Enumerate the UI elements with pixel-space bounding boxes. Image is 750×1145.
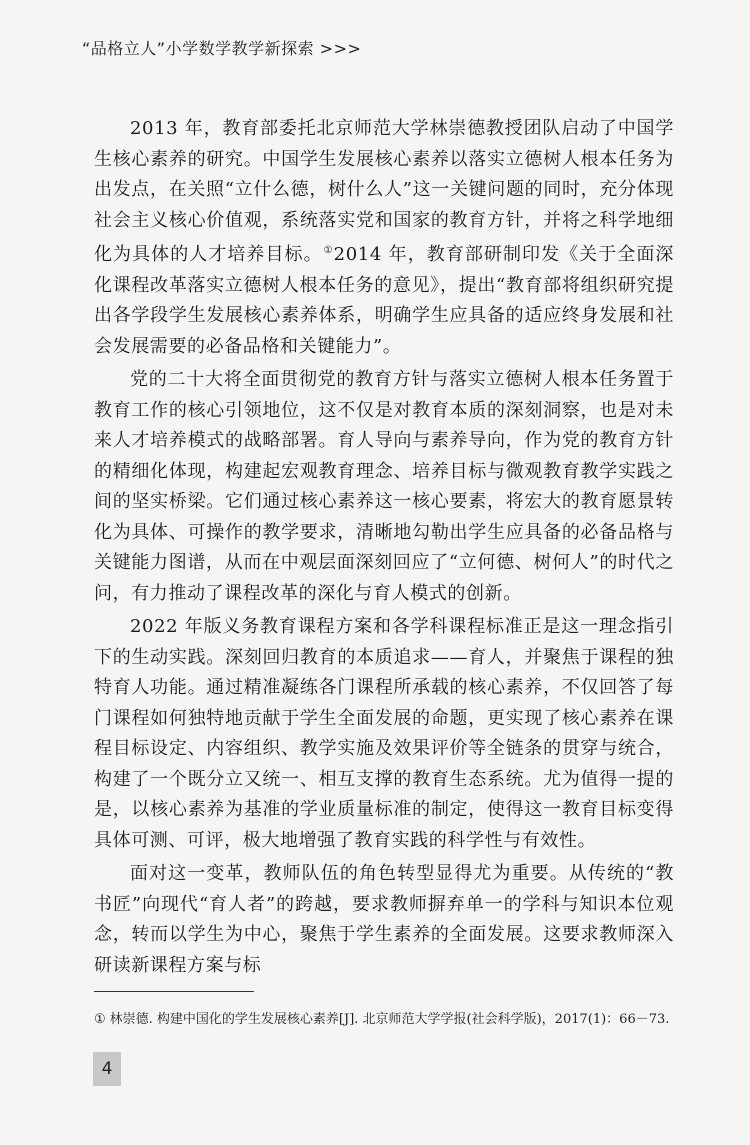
paragraph-3: 2022 年版义务教育课程方案和各学科课程标准正是这一理念指引下的生动实践。深刻回归教育的本质追求——育人，并聚焦于课程的独特育人功能。通过精准凝练各门课程所承载的核心素养，不仅回答了每门课程如何独特地贡献于学生全面发展的命题，更实现了核心素养在课程目标设定、内容组织、教学实施及效果评价等全链条的贯穿与统合，构建了一个既分立又统一、相互支撑的教育生态系统。尤为值得一提的是，以核心素养为基准的学业质量标准的制定，使得这一教育目标变得具体可测、可评，极大地增强了教育实践的科学性与有效性。 <box>94 616 674 851</box>
paragraph-1-continuation: 2014 年，教育部研制印发《关于全面深化课程改革落实立德树人根本任务的意见》，提出“教育部将组织研究提出各学段学生发展核心素养体系，明确学生应具备的适应终身发展和社会发展需要的必备品格和关键能力”。 <box>94 244 674 357</box>
footnote-text: 林崇德. 构建中国化的学生发展核心素养[J]. 北京师范大学学报(社会科学版)，2017(1)：66－73. <box>109 1012 670 1027</box>
paragraph-1-text: 2013 年，教育部委托北京师范大学林崇德教授团队启动了中国学生核心素养的研究。中国学生发展核心素养以落实立德树人根本任务为出发点，在关照“立什么德，树什么人”这一关键问题的同时，充分体现社会主义核心价值观，系统落实党和国家的教育方针，并将之科学地细化为具体的人才培养目标。 <box>94 118 674 265</box>
footnote <box>94 1011 694 1029</box>
paragraph-1 <box>94 114 674 362</box>
page-number <box>93 1052 121 1086</box>
page-number-label: 4 <box>101 1059 113 1079</box>
footnote-mark: ① <box>94 1012 106 1027</box>
paragraph-4: 面对这一变革，教师队伍的角色转型显得尤为重要。从传统的“教书匠”向现代“育人者”的跨越，要求教师摒弃单一的学科与知识本位观念，转而以学生为中心，聚焦于学生素养的全面发展。这要求教师深入研读新课程方案与标 <box>94 863 674 976</box>
paragraph-2: 党的二十大将全面贯彻党的教育方针与落实立德树人根本任务置于教育工作的核心引领地位，这不仅是对教育本质的深刻洞察，也是对未来人才培养模式的战略部署。育人导向与素养导向，作为党的教育方针的精细化体现，构建起宏观教育理念、培养目标与微观教育教学实践之间的坚实桥梁。它们通过核心素养这一核心要素，将宏大的教育愿景转化为具体、可操作的教学要求，清晰地勾勒出学生应具备的必备品格与关键能力图谱，从而在中观层面深刻回应了“立何德、树何人”的时代之问，有力推动了课程改革的深化与育人模式的创新。 <box>94 369 674 604</box>
footnote-divider <box>94 991 254 992</box>
running-header: “品格立人”小学数学教学新探索 >>> <box>82 39 362 58</box>
footnote-reference: ① <box>323 245 334 256</box>
body-text <box>94 114 674 984</box>
